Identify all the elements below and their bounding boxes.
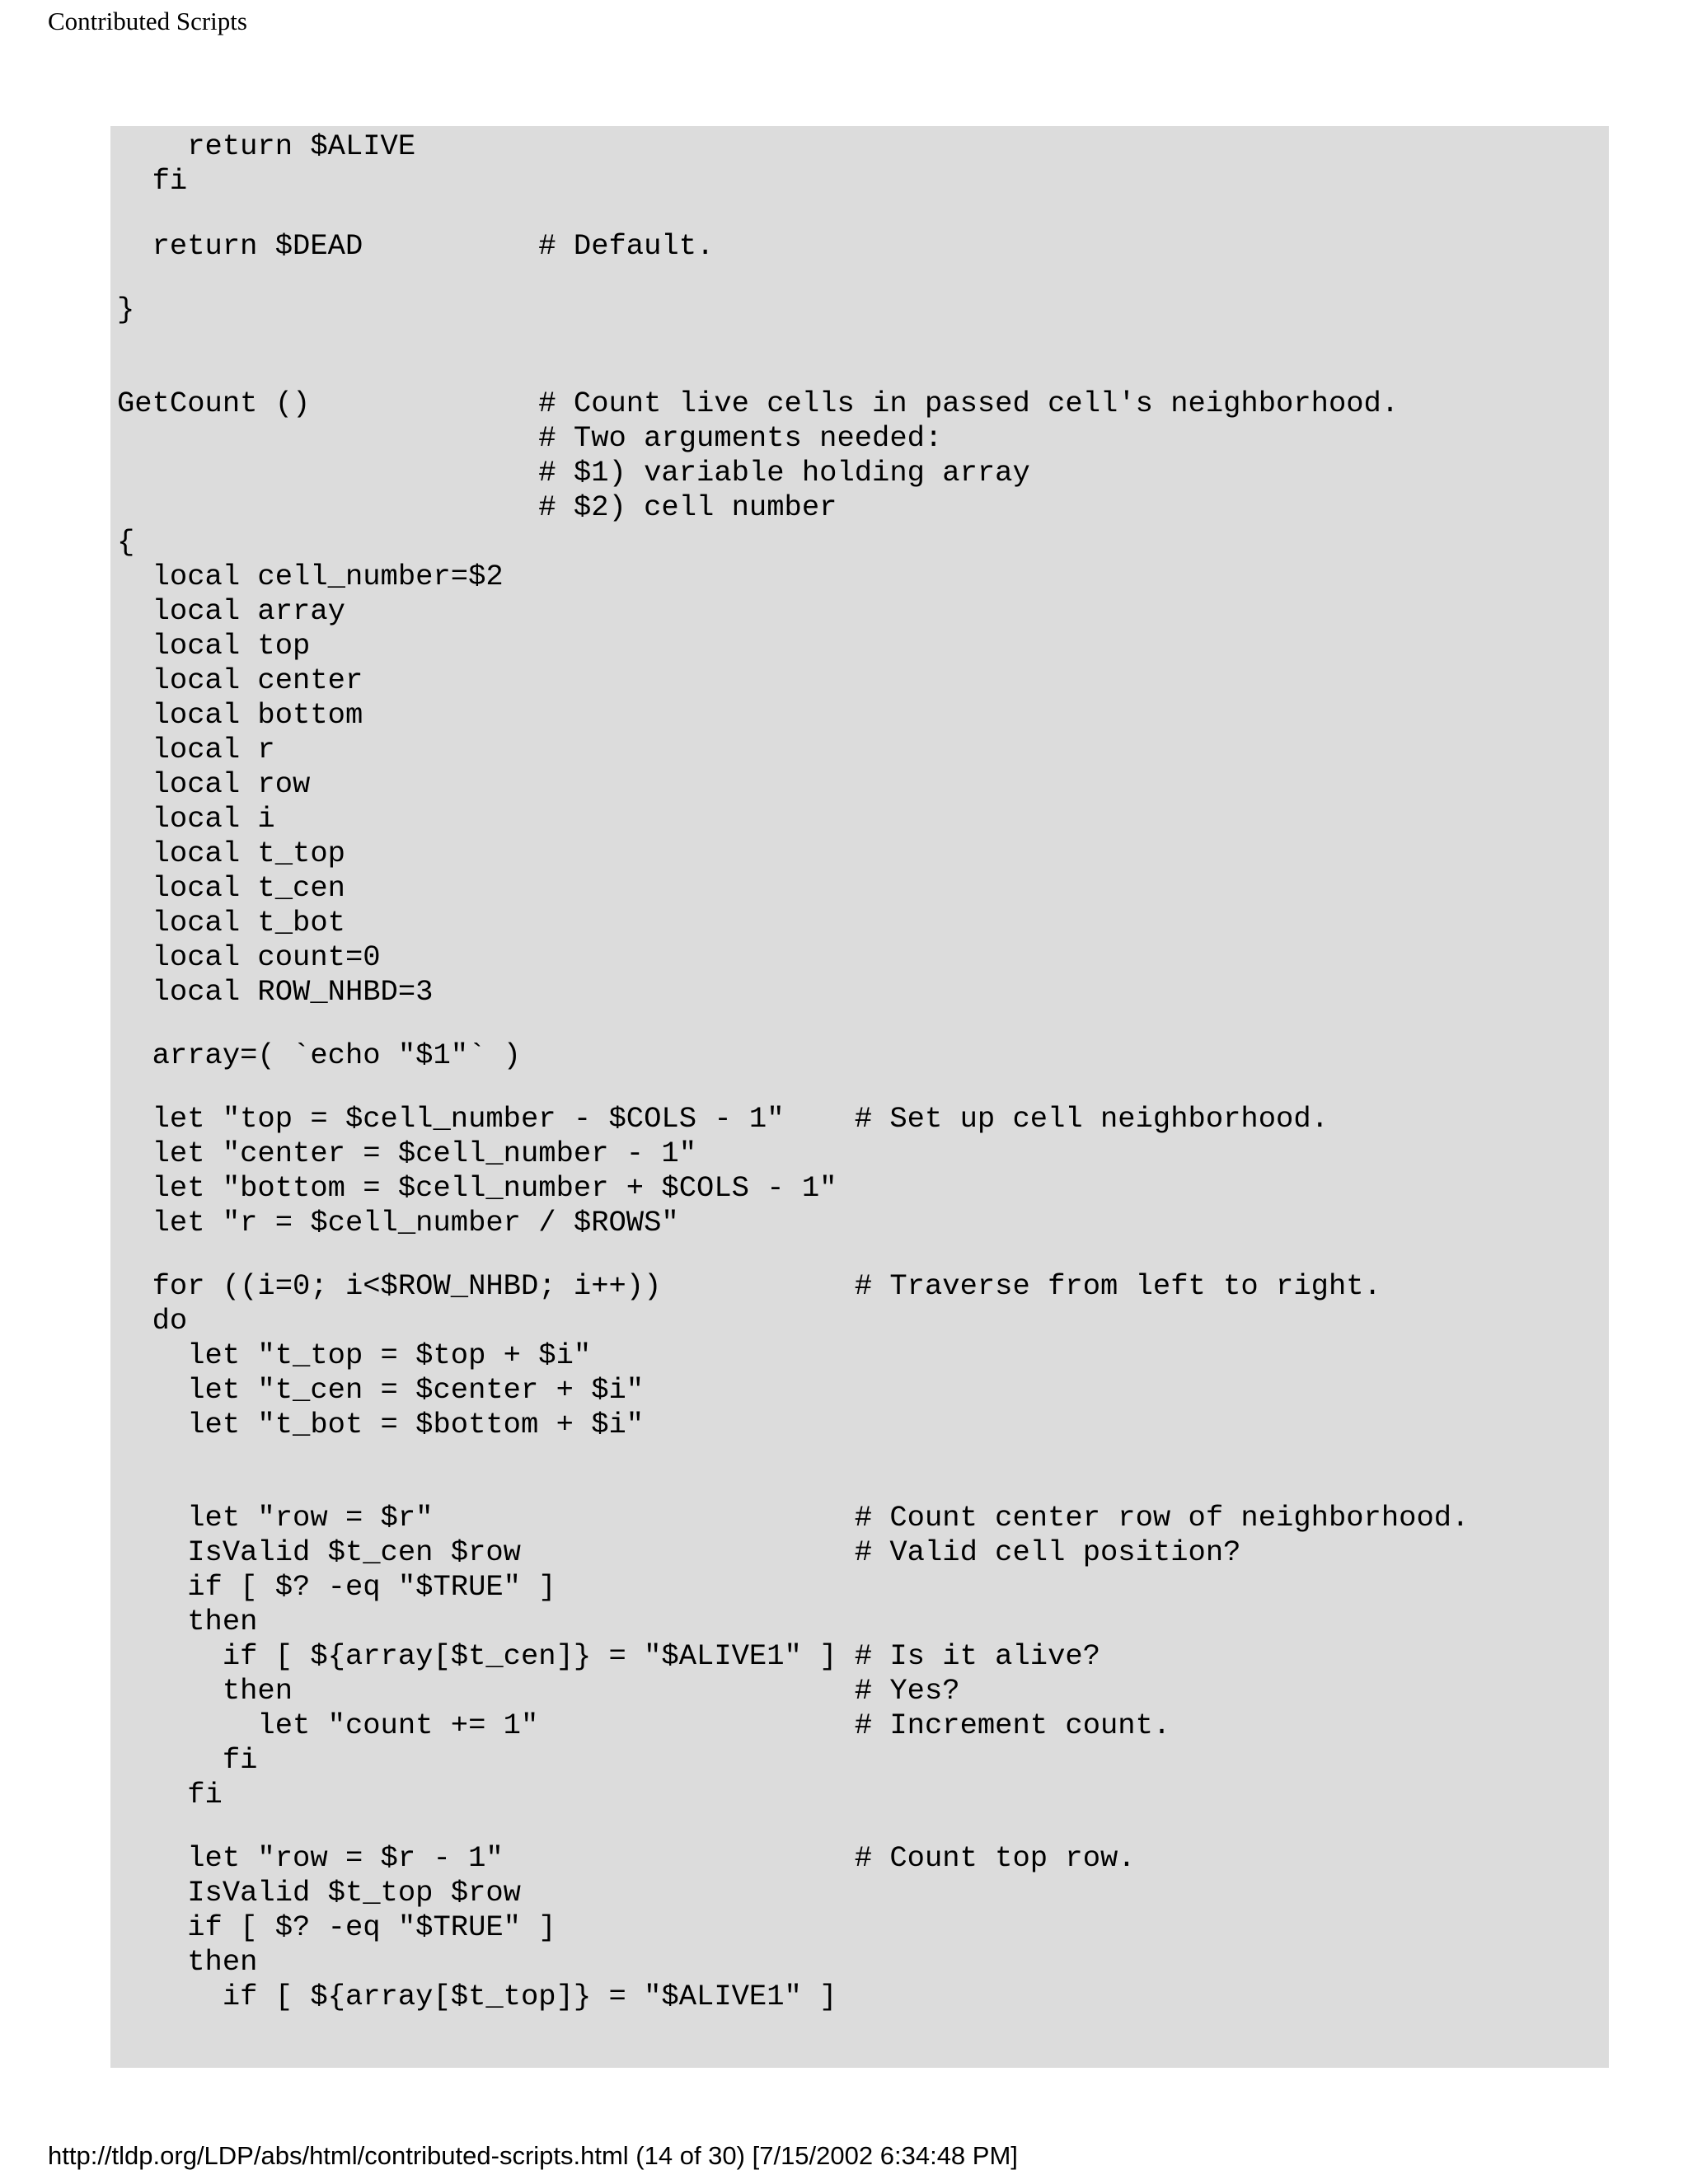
- code-line: fi: [117, 1778, 223, 1811]
- code-line: let "r = $cell_number / $ROWS": [117, 1206, 679, 1240]
- code-line: if [ ${array[$t_cen]} = "$ALIVE1" ] # Is it alive?: [117, 1639, 1100, 1673]
- code-line: then # Yes?: [117, 1674, 960, 1708]
- code-line: let "t_top = $top + $i": [117, 1338, 592, 1372]
- code-line: if [ $? -eq "$TRUE" ]: [117, 1910, 556, 1944]
- code-listing: [110, 126, 1609, 2068]
- code-line: let "t_bot = $bottom + $i": [117, 1408, 645, 1441]
- code-line: local t_top: [117, 837, 345, 870]
- code-line: let "bottom = $cell_number + $COLS - 1": [117, 1171, 837, 1205]
- code-line: local array: [117, 594, 345, 628]
- code-line: let "center = $cell_number - 1": [117, 1137, 697, 1170]
- code-line: # Two arguments needed:: [117, 421, 943, 455]
- code-line: if [ ${array[$t_top]} = "$ALIVE1" ]: [117, 1980, 837, 2013]
- code-line: IsValid $t_cen $row # Valid cell position?: [117, 1535, 1241, 1569]
- code-line: local bottom: [117, 698, 363, 732]
- code-line: return $DEAD # Default.: [117, 229, 715, 263]
- code-line: let "t_cen = $center + $i": [117, 1373, 645, 1407]
- code-line: local t_cen: [117, 871, 345, 905]
- page-footer-url: http://tldp.org/LDP/abs/html/contributed-scripts.html (14 of 30) [7/15/2002 6:34:48 PM]: [48, 2141, 1018, 2170]
- code-line: local i: [117, 802, 275, 836]
- code-line: do: [117, 1304, 188, 1338]
- code-line: let "count += 1" # Increment count.: [117, 1708, 1171, 1742]
- code-line: }: [117, 293, 135, 326]
- code-line: let "row = $r" # Count center row of neighborhood.: [117, 1501, 1470, 1535]
- code-line: array=( `echo "$1"` ): [117, 1038, 521, 1072]
- code-line: local count=0: [117, 940, 381, 974]
- code-line: local row: [117, 767, 311, 801]
- code-line: local cell_number=$2: [117, 560, 504, 593]
- code-line: fi: [117, 1743, 258, 1777]
- page-header-title: Contributed Scripts: [48, 7, 247, 35]
- code-line: let "top = $cell_number - $COLS - 1" # Set up cell neighborhood.: [117, 1102, 1329, 1136]
- code-line: IsValid $t_top $row: [117, 1876, 521, 1910]
- code-line: {: [117, 525, 135, 559]
- code-line: local r: [117, 733, 275, 766]
- code-line: then: [117, 1945, 258, 1979]
- code-line: let "row = $r - 1" # Count top row.: [117, 1841, 1136, 1875]
- code-line: GetCount () # Count live cells in passed cell's neighborhood.: [117, 387, 1400, 420]
- code-line: return $ALIVE: [117, 129, 416, 163]
- code-line: local ROW_NHBD=3: [117, 975, 434, 1009]
- code-line: then: [117, 1605, 258, 1638]
- code-line: fi: [117, 164, 188, 198]
- code-line: local top: [117, 629, 311, 663]
- code-line: local t_bot: [117, 906, 345, 940]
- code-line: if [ $? -eq "$TRUE" ]: [117, 1570, 556, 1604]
- code-line: local center: [117, 663, 363, 697]
- code-line: # $2) cell number: [117, 490, 837, 524]
- code-line: # $1) variable holding array: [117, 456, 1030, 490]
- code-line: for ((i=0; i<$ROW_NHBD; i++)) # Traverse from left to right.: [117, 1269, 1381, 1303]
